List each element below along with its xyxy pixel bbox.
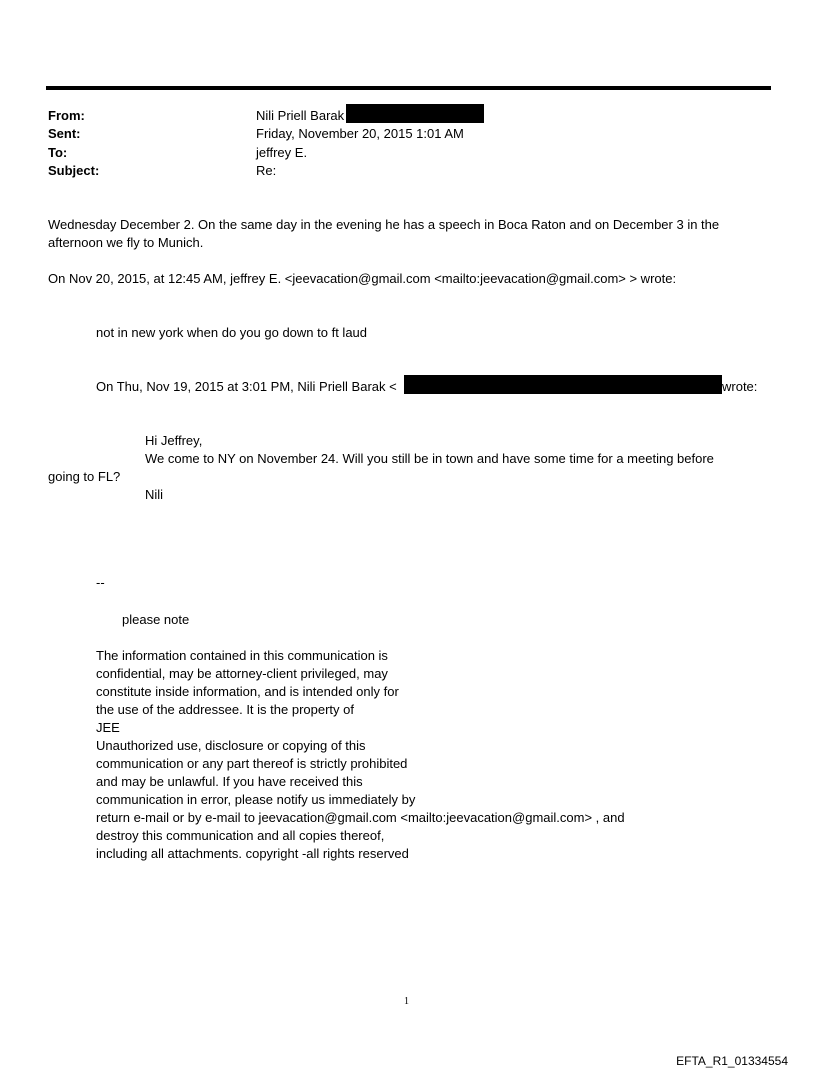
body-line: afternoon we fly to Munich. bbox=[48, 235, 204, 250]
disclaimer-line: communication or any part thereof is strictly prohibited bbox=[96, 756, 408, 771]
disclaimer-line: and may be unlawful. If you have received this bbox=[96, 774, 363, 789]
from-value: Nili Priell Barak bbox=[256, 108, 345, 123]
quoted-message: not in new york when do you go down to ft laud bbox=[96, 325, 368, 340]
header-rule bbox=[46, 86, 771, 90]
to-label: To: bbox=[48, 145, 68, 160]
redaction-box bbox=[404, 375, 722, 394]
document-id: EFTA_R1_01334554 bbox=[676, 1054, 788, 1068]
disclaimer-line: return e-mail or by e-mail to jeevacation@gmail.com <mailto:jeevacation@gmail.com> , and bbox=[96, 810, 625, 825]
sent-value: Friday, November 20, 2015 1:01 AM bbox=[256, 126, 464, 141]
quote-intro: On Thu, Nov 19, 2015 at 3:01 PM, Nili Priell Barak < bbox=[96, 379, 397, 394]
signoff: Nili bbox=[145, 487, 164, 502]
to-value: jeffrey E. bbox=[256, 145, 308, 160]
message-line: going to FL? bbox=[48, 469, 121, 484]
message-line: We come to NY on November 24. Will you still be in town and have some time for a meeting before bbox=[145, 451, 714, 466]
redaction-box bbox=[346, 104, 484, 123]
disclaimer-line: the use of the addressee. It is the property of bbox=[96, 702, 354, 717]
quote-intro-end: wrote: bbox=[722, 379, 758, 394]
subject-label: Subject: bbox=[48, 163, 100, 178]
from-label: From: bbox=[48, 108, 85, 123]
disclaimer-line: communication in error, please notify us immediately by bbox=[96, 792, 416, 807]
disclaimer-line: including all attachments. copyright -all rights reserved bbox=[96, 846, 409, 861]
disclaimer-line: Unauthorized use, disclosure or copying of this bbox=[96, 738, 366, 753]
disclaimer-line: confidential, may be attorney-client privileged, may bbox=[96, 666, 388, 681]
please-note: please note bbox=[122, 612, 190, 627]
disclaimer-line: The information contained in this communication is bbox=[96, 648, 388, 663]
body-line: Wednesday December 2. On the same day in the evening he has a speech in Boca Raton and on December 3 in the bbox=[48, 217, 720, 232]
signature-separator: -- bbox=[96, 575, 105, 590]
subject-value: Re: bbox=[256, 163, 277, 178]
disclaimer-line: destroy this communication and all copies thereof, bbox=[96, 828, 385, 843]
disclaimer-line: JEE bbox=[96, 720, 120, 735]
sent-label: Sent: bbox=[48, 126, 81, 141]
greeting: Hi Jeffrey, bbox=[145, 433, 203, 448]
disclaimer-line: constitute inside information, and is intended only for bbox=[96, 684, 399, 699]
quote-intro: On Nov 20, 2015, at 12:45 AM, jeffrey E. <jeevacation@gmail.com <mailto:jeevacation@gmail.com> > wrote: bbox=[48, 271, 677, 286]
page-number: 1 bbox=[404, 996, 409, 1007]
